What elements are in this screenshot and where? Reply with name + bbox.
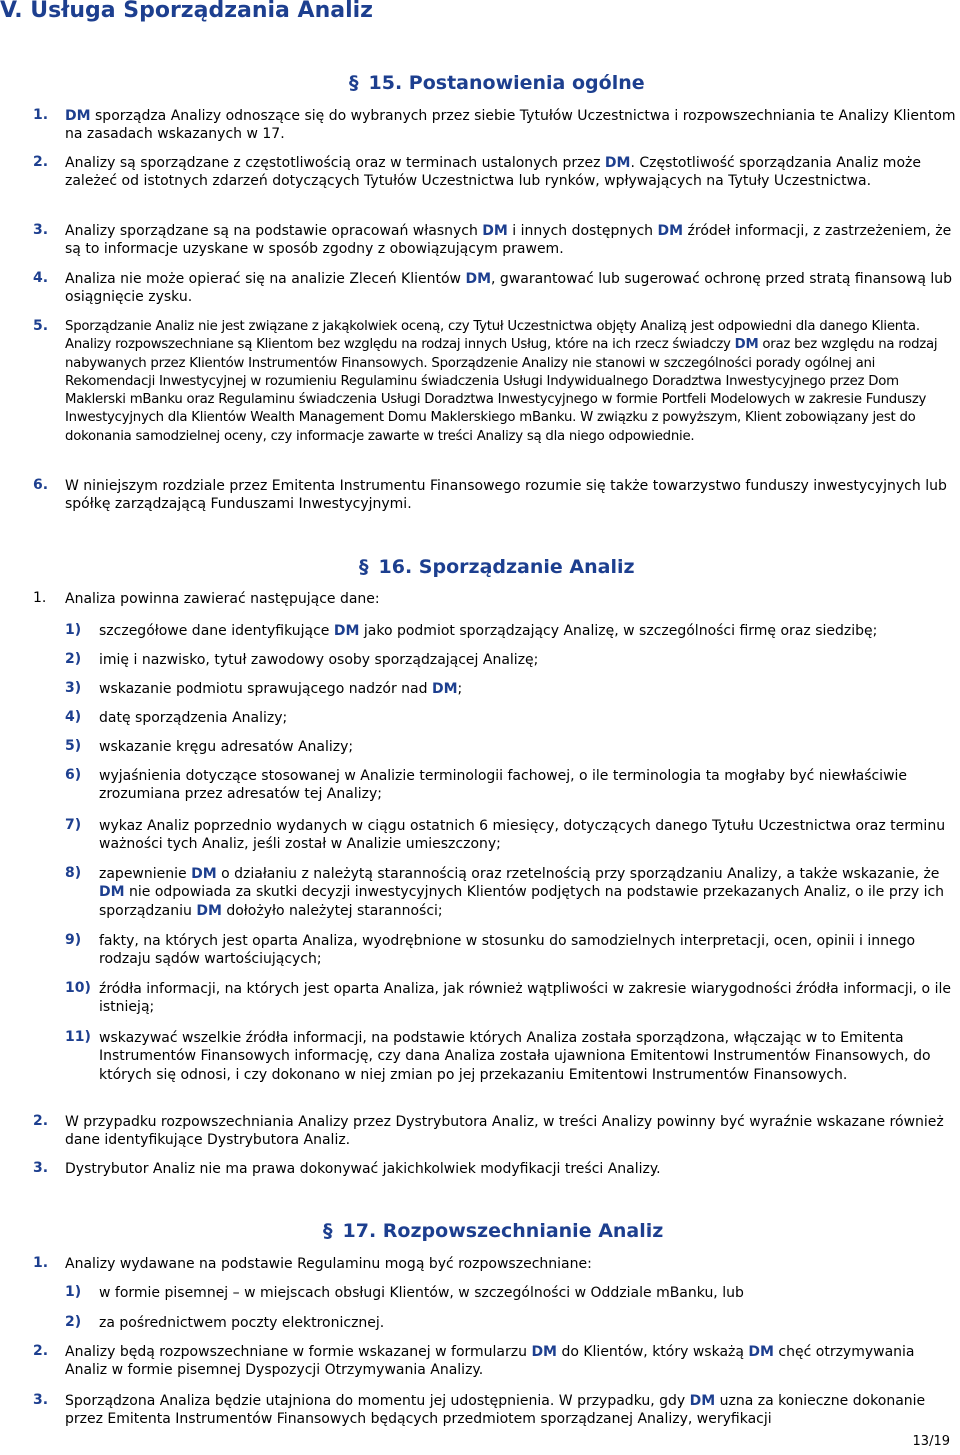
page-number: 13/19: [912, 1434, 950, 1449]
sub-list-item: 2) imię i nazwisko, tytuł zawodowy osoby sporządzającej Analizę;: [65, 651, 539, 668]
list-item: 2. Analizy będą rozpowszechniane w formie wskazanej w formularzu DM do Klientów, który wskażą DM chęć otrzymywania Analiz w formie pisemnej Dyspozycji Otrzymywania Analizy.: [33, 1343, 915, 1379]
sub-list-item: 1) szczegółowe dane identyfikujące DM jako podmiot sporządzający Analizę, w szczególności firmę oraz siedzibę;: [65, 622, 878, 639]
list-item: 6. W niniejszym rozdziale przez Emitenta Instrumentu Finansowego rozumie się także towarzystwo funduszy inwestycyjnych lub spółkę zarządzającą Funduszami Inwestycyjnymi.: [33, 477, 947, 513]
dm-abbreviation: DM: [65, 108, 91, 124]
list-item: 1. Analiza powinna zawierać następujące dane:: [33, 590, 380, 607]
list-item: 3. Dystrybutor Analiz nie ma prawa dokonywać jakichkolwiek modyfikacji treści Analizy.: [33, 1160, 661, 1177]
section-17-heading: § 17. Rozpowszechnianie Analiz: [323, 1220, 664, 1242]
sub-list-item: 1) w formie pisemnej – w miejscach obsługi Klientów, w szczególności w Oddziale mBanku, lub: [65, 1284, 744, 1301]
sub-list-item: 2) za pośrednictwem poczty elektronicznej.: [65, 1314, 385, 1331]
section-number: 15.: [368, 72, 403, 94]
sub-list-item: 8) zapewnienie DM o działaniu z należytą starannością oraz rzetelnością przy sporządzaniu Analizy, a także wskazanie, że DM nie odpowiada za skutki decyzji inwestycyjnych Klientów podjętych na podstawie przekazanych Analiz, o ile przy ich sporządzaniu DM dołożyło należytej staranności;: [65, 865, 945, 919]
list-item: 3. Analizy sporządzane są na podstawie opracowań własnych DM i innych dostępnych DM źródeł informacji, z zastrzeżeniem, że są to informacje uzyskane w sposób zgodny z obowiązującym prawem.: [33, 222, 952, 258]
list-item: 2. W przypadku rozpowszechniania Analizy przez Dystrybutora Analiz, w treści Analizy powinny być wyraźnie wskazane również dane identyfikujące Dystrybutora Analiz.: [33, 1113, 944, 1149]
sub-list-item: 11) wskazywać wszelkie źródła informacji, na podstawie których Analiza została sporządzona, włączając w to Emitenta Instrumentów Finansowych informację, czy dana Analiza została ujawniona Emitentowi Instrumentów Finansowych, do których się odnosi, i czy dokonano w niej zmian po jej przekazaniu Emitentowi Instrumentów Finansowych.: [65, 1029, 931, 1083]
sub-list-item: 7) wykaz Analiz poprzednio wydanych w ciągu ostatnich 6 miesięcy, dotyczących danego Tytułu Uczestnictwa oraz terminu ważności tych Analiz, jeśli został w Analizie umieszczony;: [65, 817, 946, 853]
section-16-heading: § 16. Sporządzanie Analiz: [359, 556, 635, 578]
sub-list-item: 10) źródła informacji, na których jest oparta Analiza, jak również wątpliwości w zakresie wiarygodności źródła informacji, o ile istnieją;: [65, 980, 951, 1016]
chapter-title: V. Usługa Sporządzania Analiz: [0, 0, 373, 23]
sub-list-item: 5) wskazanie kręgu adresatów Analizy;: [65, 738, 354, 755]
sub-list-item: 9) fakty, na których jest oparta Analiza, wyodrębnione w stosunku do samodzielnych interpretacji, ocen, opinii i innego rodzaju sądów wartościujących;: [65, 932, 916, 968]
section-title: Postanowienia ogólne: [408, 72, 645, 94]
list-item: 2. Analizy są sporządzane z częstotliwością oraz w terminach ustalonych przez DM. Częstotliwość sporządzania Analiz może zależeć od istotnych zdarzeń dotyczących Tytułów Uczestnictwa lub rynków, wpływających na Tytuły Uczestnictwa.: [33, 154, 921, 190]
section-15-heading: [349, 72, 645, 94]
section-mark: §: [349, 72, 359, 94]
list-item: 3. Sporządzona Analiza będzie utajniona do momentu jej udostępnienia. W przypadku, gdy DM uzna za konieczne dokonanie przez Emitenta Instrumentów Finansowych będących przedmiotem sporządzanej Analizy, weryfikacji: [33, 1392, 926, 1428]
sub-list-item: 4) datę sporządzenia Analizy;: [65, 709, 288, 726]
list-item: 1. DM sporządza Analizy odnoszące się do wybranych przez siebie Tytułów Uczestnictwa i rozpowszechniania te Analizy Klientom na zasadach wskazanych w 17.: [33, 107, 956, 143]
list-item: 1. Analizy wydawane na podstawie Regulaminu mogą być rozpowszechniane:: [33, 1255, 592, 1272]
sub-list-item: 3) wskazanie podmiotu sprawującego nadzór nad DM;: [65, 680, 463, 697]
sub-list-item: 6) wyjaśnienia dotyczące stosowanej w Analizie terminologii fachowej, o ile terminologia ta mogłaby być niewłaściwie zrozumiana przez adresatów tej Analizy;: [65, 767, 908, 803]
list-item: 5. Sporządzanie Analiz nie jest związane z jakąkolwiek oceną, czy Tytuł Uczestnictwa objęty Analizą jest odpowiedni dla danego Klienta. Analizy rozpowszechniane są Klientom bez względu na rodzaj innych Usług, które na ich rzecz świadczy DM oraz bez względu na rodzaj nabywanych przez Klientów Instrumentów Finansowych. Sporządzenie Analizy nie stanowi w szczególności porady ogólnej ani Rekomendacji Inwestycyjnej w rozumieniu Regulaminu świadczenia Usługi Indywidualnego Doradztwa Inwestycyjnego przez Dom Maklerski mBanku oraz Regulaminu świadczenia Usługi Doradztwa Inwestycyjnego w formie Portfeli Modelowych w zakresie Funduszy Inwestycyjnych dla Klientów Wealth Management Domu Maklerskiego mBanku. W związku z powyższym, Klient zobowiązany jest do dokonania samodzielnej oceny, czy informacje zawarte w treści Analizy są dla niego odpowiednie.: [33, 318, 938, 444]
list-item: 4. Analiza nie może opierać się na analizie Zleceń Klientów DM, gwarantować lub sugerować ochronę przed stratą finansową lub osiągnięcie zysku.: [33, 270, 953, 306]
